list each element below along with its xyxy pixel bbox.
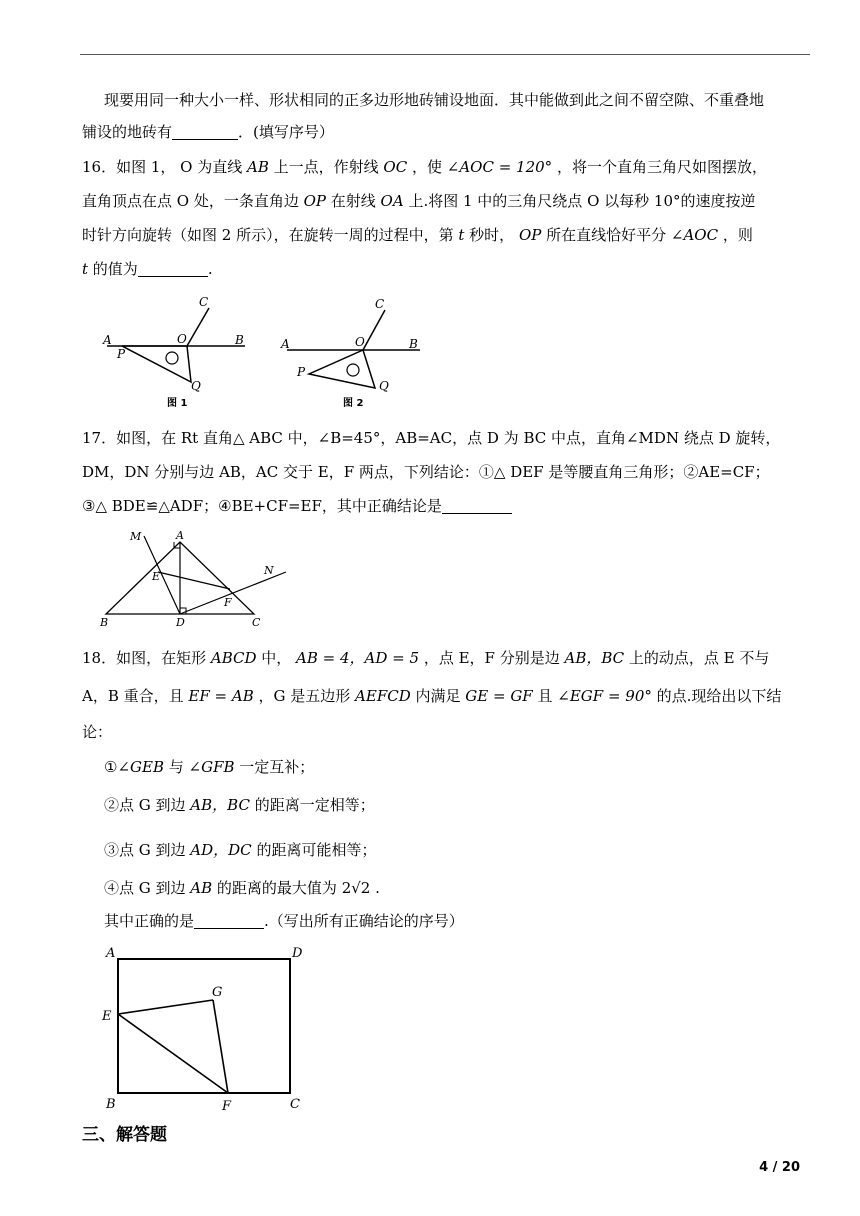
label-C: C <box>252 616 261 629</box>
q18-conclusion-2: ②点 G 到边 AB，BC 的距离一定相等； <box>104 796 375 814</box>
label-F: F <box>222 1099 232 1114</box>
q16-figure-2 <box>275 292 435 412</box>
label-E: E <box>102 1009 112 1024</box>
q15-line-1: 现要用同一种大小一样、形状相同的正多边形地砖铺设地面．其中能做到此之间不留空隙、不重叠地 <box>104 91 765 109</box>
label-N: N <box>264 564 274 577</box>
label-F: F <box>224 596 232 609</box>
q15-line-2: 铺设的地砖有 ．(填写序号） <box>82 123 334 141</box>
q18-conclusion-3: ③点 G 到边 AD，DC 的距离可能相等； <box>104 841 377 859</box>
q17-line-2: DM，DN 分别与边 AB，AC 交于 E，F 两点，下列结论：①△ DEF 是等腰直角三角形；②AE=CF； <box>82 463 770 481</box>
label-C: C <box>375 297 385 311</box>
label-P: P <box>297 365 306 379</box>
answer-blank <box>442 498 512 514</box>
label-A: A <box>103 333 112 347</box>
label-B: B <box>235 333 244 347</box>
page-number: 4 / 20 <box>759 1160 800 1175</box>
q18-line-1: 18．如图，在矩形 ABCD 中， AB = 4，AD = 5 ，点 E，F 分别是边 AB，BC 上的动点，点 E 不与 <box>82 649 770 667</box>
q16-line-3: 时针方向旋转（如图 2 所示），在旋转一周的过程中，第 t 秒时， OP 所在直线恰好平分 ∠AOC ，则 <box>82 226 753 244</box>
label-C: C <box>199 295 209 309</box>
label-B: B <box>100 616 109 629</box>
q17-figure <box>96 526 296 632</box>
label-O: O <box>177 332 187 346</box>
q18-line-8: 其中正确的是 .（写出所有正确结论的序号） <box>104 912 464 930</box>
q18-line-3: 论： <box>82 723 113 741</box>
q18-line-2: A，B 重合，且 EF = AB ，G 是五边形 AEFCD 内满足 GE = GF 且 ∠EGF = 90° 的点.现给出以下结 <box>82 687 782 705</box>
figure-caption: 图 2 <box>343 398 364 409</box>
label-Q: Q <box>191 379 201 393</box>
q16-line-1: 16．如图 1， O 为直线 AB 上一点，作射线 OC ，使 ∠AOC = 120° ，将一个直角三角尺如图摆放， <box>82 158 767 176</box>
label-G: G <box>212 985 223 1000</box>
label-B: B <box>106 1097 116 1112</box>
label-B: B <box>409 337 418 351</box>
q16-line-2: 直角顶点在点 O 处，一条直角边 OP 在射线 OA 上.将图 1 中的三角尺绕点 O 以每秒 10°的速度按逆 <box>82 192 756 210</box>
q18-conclusion-1: ①∠GEB 与 ∠GFB 一定互补； <box>104 758 315 776</box>
q18-conclusion-4: ④点 G 到边 AB 的距离的最大值为 2√2 . <box>104 879 380 897</box>
q16-figure-1 <box>95 292 255 412</box>
q17-line-1: 17．如图，在 Rt 直角△ ABC 中，∠B=45°，AB=AC，点 D 为 BC 中点，直角∠MDN 绕点 D 旋转， <box>82 429 781 447</box>
label-A: A <box>106 946 116 961</box>
answer-blank <box>172 124 238 140</box>
label-C: C <box>290 1097 300 1112</box>
label-A: A <box>176 529 184 542</box>
figure-caption: 图 1 <box>167 398 188 409</box>
label-P: P <box>117 347 126 361</box>
label-M: M <box>130 530 142 543</box>
answer-blank <box>194 913 264 929</box>
label-D: D <box>292 946 303 961</box>
q16-line-4: t 的值为 . <box>82 260 213 278</box>
q18-figure <box>98 942 318 1117</box>
label-D: D <box>176 616 185 629</box>
header-rule <box>80 54 810 55</box>
answer-blank <box>138 261 208 277</box>
q17-line-3: ③△ BDE≌△ADF；④BE+CF=EF，其中正确结论是 <box>82 496 512 516</box>
label-O: O <box>355 335 365 349</box>
label-E: E <box>152 570 161 583</box>
label-A: A <box>281 337 290 351</box>
label-Q: Q <box>379 379 389 393</box>
section-title: 三、解答题 <box>82 1125 167 1145</box>
